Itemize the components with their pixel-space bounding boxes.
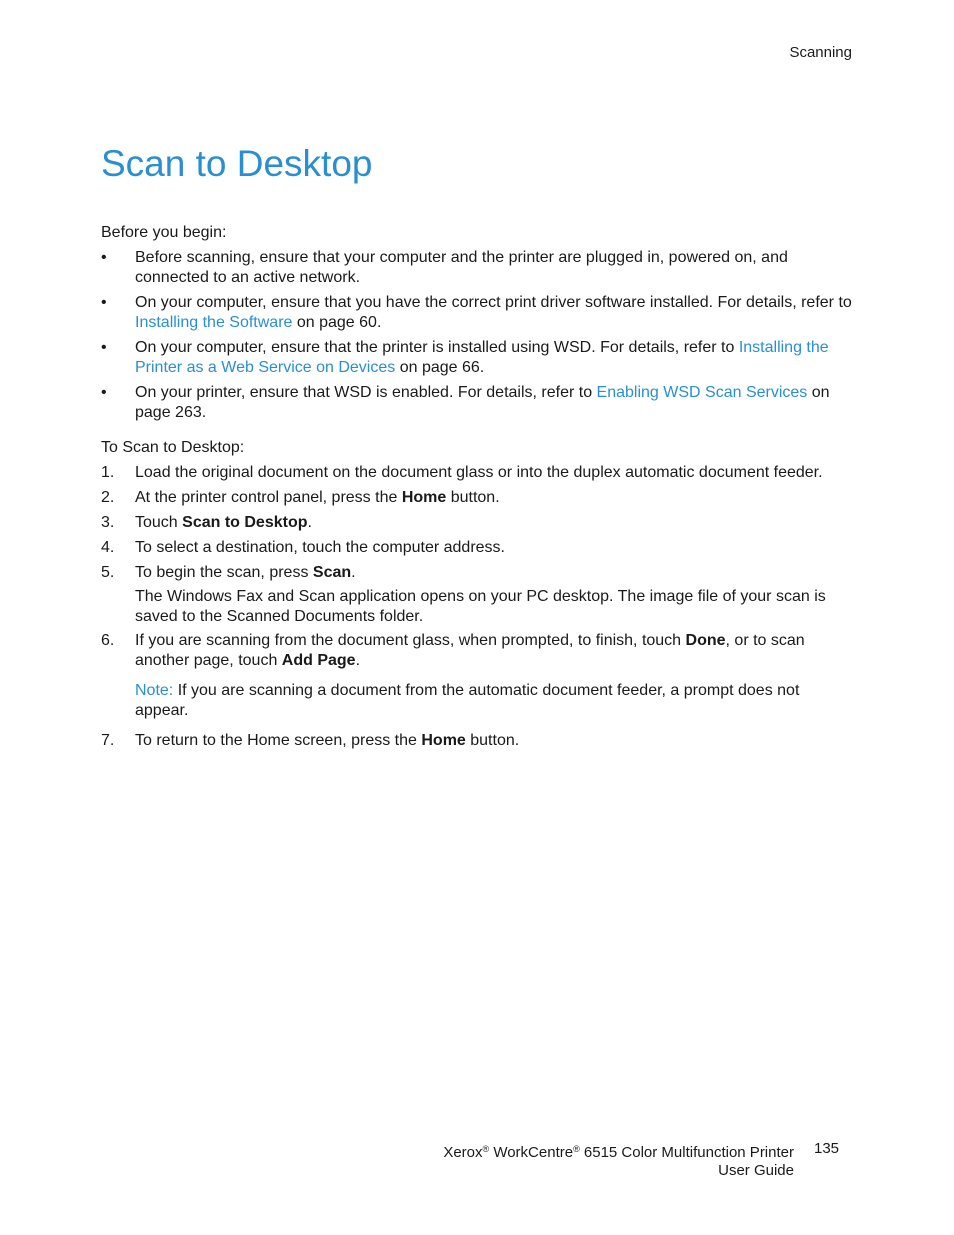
step-text: Load the original document on the document glass or into the duplex automatic document feeder. — [135, 464, 823, 481]
registered-mark: ® — [573, 1144, 580, 1154]
footer-product — [443, 1140, 794, 1180]
note-text: If you are scanning a document from the automatic document feeder, a prompt does not appear. — [135, 682, 800, 719]
link-installing-software[interactable]: Installing the Software — [135, 314, 293, 331]
step-text: To select a destination, touch the computer address. — [135, 539, 505, 556]
item-text: on page 263. — [135, 384, 830, 421]
item-text: On your computer, ensure that the printer is installed using WSD. For details, refer to — [135, 339, 739, 356]
registered-mark: ® — [482, 1144, 490, 1154]
step-text: To return to the Home screen, press the — [135, 732, 422, 749]
step-emphasis: Done — [685, 632, 726, 649]
link-installing-wsd[interactable]: Installing the Printer as a Web Service on Devices — [135, 339, 829, 376]
step-number: 2. — [101, 489, 115, 506]
step-text: . — [307, 514, 312, 531]
step-number: 4. — [101, 539, 115, 556]
step-text: Touch — [135, 514, 183, 531]
step-text: If you are scanning from the document glass, when prompted, to finish, touch — [135, 632, 686, 649]
footer-brand: Xerox — [443, 1144, 483, 1161]
link-enabling-wsd[interactable]: Enabling WSD Scan Services — [596, 384, 808, 401]
item-text: On your printer, ensure that WSD is enabled. For details, refer to — [135, 384, 597, 401]
item-text: on page 60. — [292, 314, 382, 331]
item-text: on page 66. — [395, 359, 485, 376]
step-emphasis: Home — [401, 489, 447, 506]
footer-guide: User Guide — [718, 1162, 794, 1179]
bullet-icon: • — [101, 294, 107, 311]
step-number: 3. — [101, 514, 115, 531]
step-text: At the printer control panel, press the — [135, 489, 402, 506]
footer-product-name: WorkCentre — [489, 1144, 574, 1161]
note-label: Note: — [135, 682, 174, 699]
step-text: . — [351, 564, 356, 581]
step-emphasis: Add Page — [281, 652, 356, 669]
page-title: Scan to Desktop — [101, 143, 373, 184]
page-number: 135 — [814, 1140, 840, 1157]
bullet-icon: • — [101, 384, 107, 401]
step-emphasis: Scan — [312, 564, 352, 581]
step-number: 7. — [101, 732, 115, 749]
step-emphasis: Home — [421, 732, 466, 749]
step-result-text: The Windows Fax and Scan application opens on your PC desktop. The image file of your scan is saved to the Scanned Documents folder. — [135, 588, 826, 625]
running-header: Scanning — [789, 44, 852, 61]
steps-label: To Scan to Desktop: — [101, 439, 245, 456]
step-number: 6. — [101, 632, 115, 649]
step-text: To begin the scan, press — [135, 564, 313, 581]
footer-model: 6515 Color Multifunction Printer — [579, 1144, 794, 1161]
before-label: Before you begin: — [101, 224, 227, 241]
step-emphasis: Scan to Desktop — [182, 514, 308, 531]
bullet-icon: • — [101, 339, 107, 356]
step-text: . — [355, 652, 361, 669]
step-number: 1. — [101, 464, 115, 481]
step-text: , or to scan another page, touch — [135, 632, 805, 669]
item-text: Before scanning, ensure that your computer and the printer are plugged in, powered on, and connected to an active network. — [135, 249, 788, 286]
step-text: button. — [465, 732, 520, 749]
bullet-icon: • — [101, 249, 107, 266]
item-text: On your computer, ensure that you have the correct print driver software installed. For details, refer to — [135, 294, 852, 311]
step-number: 5. — [101, 564, 115, 581]
step-text: button. — [446, 489, 500, 506]
